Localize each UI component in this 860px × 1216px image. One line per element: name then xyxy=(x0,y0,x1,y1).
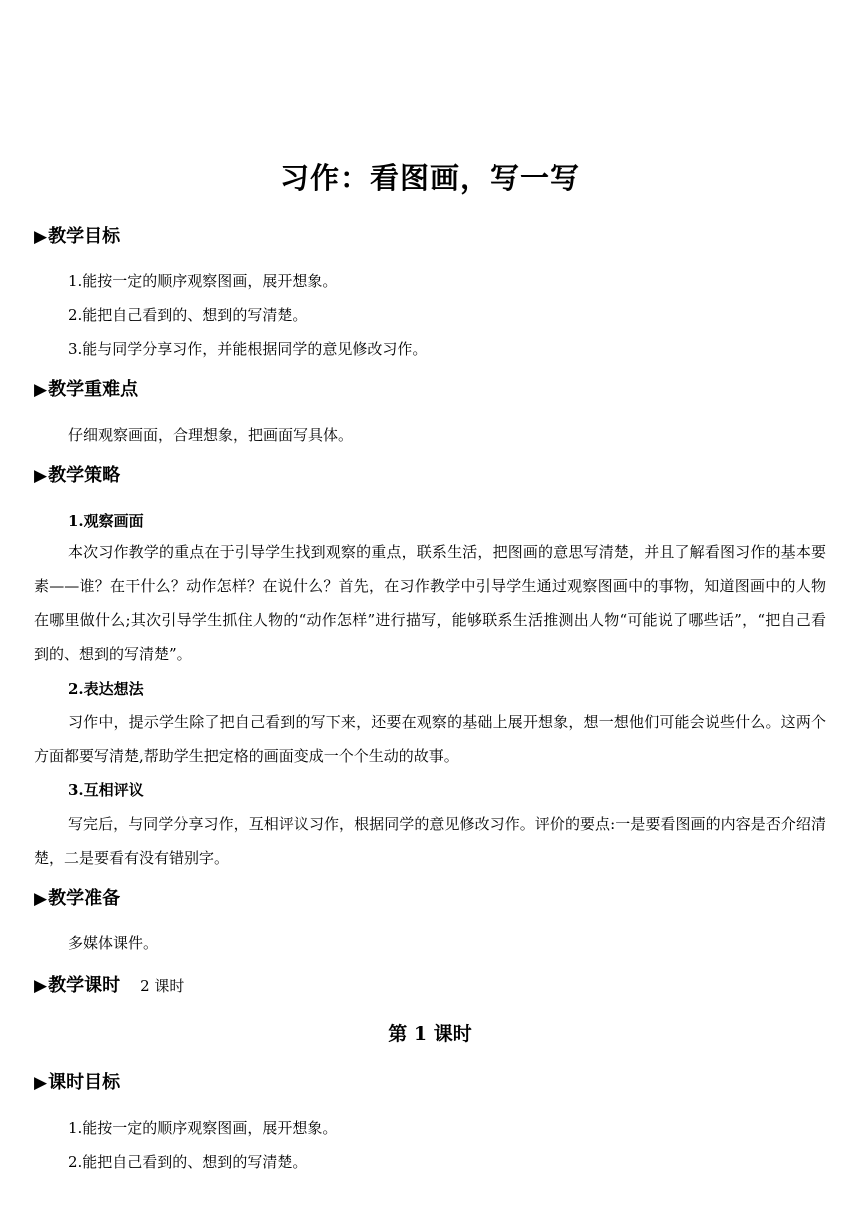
heading-label: 教学课时 xyxy=(48,975,121,996)
strategy-subheading: 3.互相评议 xyxy=(68,781,144,799)
lesson-title: 第 1 课时 xyxy=(388,1023,472,1045)
triangle-bullet-icon: ▶ xyxy=(34,889,48,909)
key-points-text: 仔细观察画面，合理想象，把画面写具体。 xyxy=(68,426,354,444)
strategy-paragraph: 习作中，提示学生除了把自己看到的写下来，还要在观察的基础上展开想象，想一想他们可能会说些什么。这两个方面都要写清楚,帮助学生把定格的画面变成一个个生动的故事。 xyxy=(34,713,826,765)
triangle-bullet-icon: ▶ xyxy=(34,976,48,996)
strategy-paragraph: 本次习作教学的重点在于引导学生找到观察的重点，联系生活，把图画的意思写清楚，并且了解看图习作的基本要素——谁？在干什么？动作怎样？在说什么？首先，在习作教学中引导学生通过观察图画中的事物，知道图画中的人物在哪里做什么;其次引导学生抓住人物的“动作怎样”进行描写，能够联系生活推测出人物“可能说了哪些话”，“把自己看到的、想到的写清楚”。 xyxy=(34,543,826,663)
triangle-bullet-icon: ▶ xyxy=(34,380,48,400)
triangle-bullet-icon: ▶ xyxy=(34,466,48,486)
section-heading-strategy xyxy=(34,463,120,489)
strategy-subheading: 1.观察画面 xyxy=(68,512,144,530)
heading-label: 教学策略 xyxy=(48,465,121,486)
goal-item: 3.能与同学分享习作，并能根据同学的意见修改习作。 xyxy=(68,340,428,358)
section-heading-hours xyxy=(34,973,184,999)
hours-value: 2 课时 xyxy=(140,977,185,995)
heading-label: 课时目标 xyxy=(48,1072,121,1093)
strategy-paragraph: 写完后，与同学分享习作，互相评议习作，根据同学的意见修改习作。评价的要点:一是要看图画的内容是否介绍清楚，二是要看有没有错别字。 xyxy=(34,815,826,867)
section-heading-lesson-goals xyxy=(34,1070,120,1096)
strategy-subheading: 2.表达想法 xyxy=(68,680,144,698)
document-title: 习作：看图画，写一写 xyxy=(279,161,580,195)
goal-item: 1.能按一定的顺序观察图画，展开想象。 xyxy=(68,272,338,290)
lesson-goal-item: 1.能按一定的顺序观察图画，展开想象。 xyxy=(68,1119,338,1137)
heading-label: 教学目标 xyxy=(48,226,121,247)
triangle-bullet-icon: ▶ xyxy=(34,1073,48,1093)
section-heading-key-points xyxy=(34,377,138,403)
triangle-bullet-icon: ▶ xyxy=(34,227,48,247)
goal-item: 2.能把自己看到的、想到的写清楚。 xyxy=(68,306,308,324)
preparation-text: 多媒体课件。 xyxy=(68,934,159,952)
lesson-goal-item: 2.能把自己看到的、想到的写清楚。 xyxy=(68,1153,308,1171)
heading-label: 教学准备 xyxy=(48,888,121,909)
section-heading-goals xyxy=(34,224,120,250)
heading-label: 教学重难点 xyxy=(48,379,139,400)
section-heading-preparation xyxy=(34,886,120,912)
